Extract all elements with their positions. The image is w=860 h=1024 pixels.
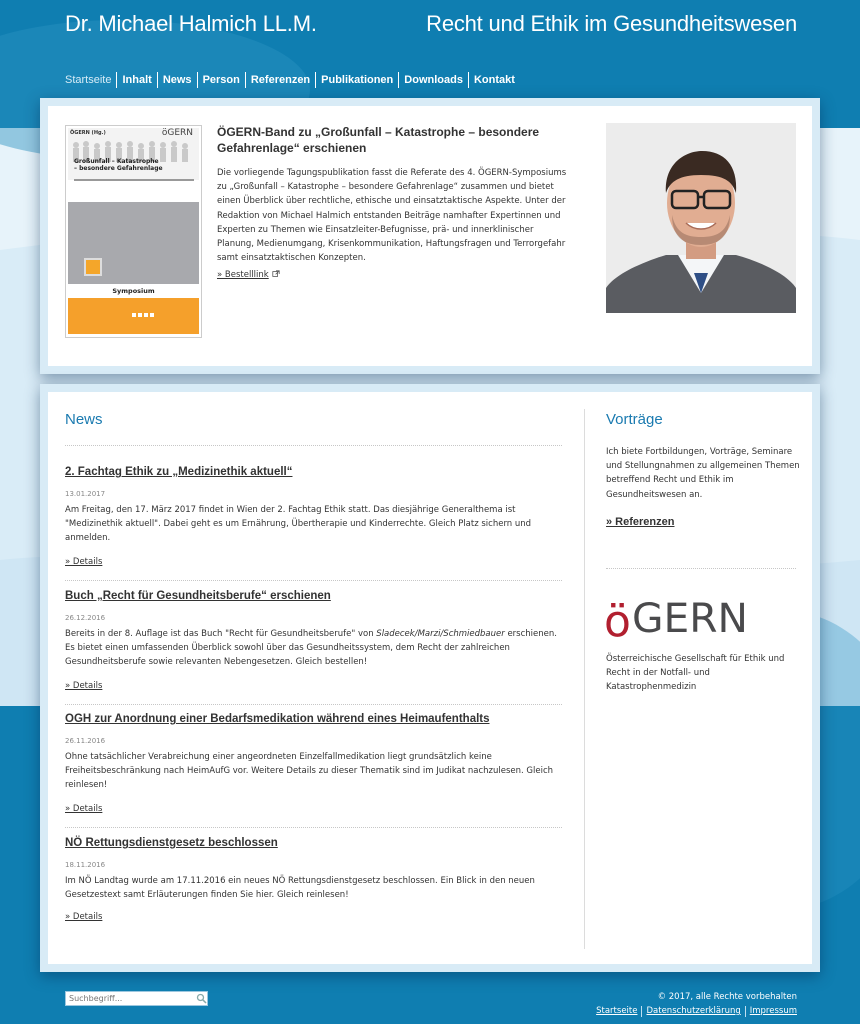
news-item-date: 26.12.2016 bbox=[65, 614, 106, 622]
order-link-label[interactable]: » Bestelllink bbox=[217, 270, 269, 280]
main-navigation bbox=[65, 72, 520, 88]
sidebar-org-text: Österreichische Gesellschaft für Ethik und Recht in der Notfall- und Katastrophenmedizin bbox=[606, 654, 785, 693]
portrait-photo bbox=[606, 123, 796, 313]
book-cover-series: Symposium bbox=[112, 287, 155, 295]
book-cover-image[interactable] bbox=[65, 125, 202, 338]
column-separator bbox=[584, 409, 585, 949]
footer-link-startseite[interactable]: Startseite bbox=[596, 1006, 638, 1016]
book-cover-title-line2: – besondere Gefahrenlage bbox=[74, 165, 163, 172]
nav-item-news[interactable]: News bbox=[157, 72, 197, 88]
news-item-date: 13.01.2017 bbox=[65, 490, 106, 498]
news-item-text-part: erschienen. Es bietet einen umfassenden Überblick sowohl über das Gesundheitssystem, dem Recht der zahlreichen Gesundheitsberufe sowie relevanten Nebengesetzen. Gleich bestellen! bbox=[65, 629, 557, 668]
external-link-icon bbox=[272, 270, 280, 278]
nav-item-publikationen[interactable]: Publikationen bbox=[315, 72, 398, 88]
nav-item-startseite[interactable]: Startseite bbox=[65, 74, 112, 86]
footer-navigation bbox=[592, 1006, 797, 1017]
news-item-details-link[interactable]: » Details bbox=[65, 681, 103, 691]
referenzen-link[interactable]: » Referenzen bbox=[606, 516, 675, 528]
news-divider bbox=[65, 827, 562, 828]
news-item-text: Ohne tatsächlicher Verabreichung einer angeordneten Einzelfallmedikation liegt grundsätzlich keine Freiheitsbeschränkung nach HeimAufG vor. Weitere Details zu dieser Thematik sind im Judikat nachzulesen. Gleich reinlesen! bbox=[65, 752, 554, 791]
news-item-authors: Sladecek/Marzi/Schmiedbauer bbox=[376, 629, 505, 639]
news-item bbox=[65, 589, 562, 691]
sidebar-text: Ich biete Fortbildungen, Vorträge, Seminare und Stellungnahmen zu allgemeinen Themen betreffend Recht und Ethik im Gesundheitswesen an. bbox=[606, 447, 800, 500]
news-item-title[interactable]: 2. Fachtag Ethik zu „Medizinethik aktuell“ bbox=[65, 466, 293, 478]
book-cover-dots bbox=[132, 313, 154, 317]
search-input[interactable] bbox=[65, 991, 208, 1006]
book-cover-small-logo bbox=[84, 258, 102, 276]
feature-panel bbox=[48, 106, 812, 366]
nav-item-kontakt[interactable]: Kontakt bbox=[468, 72, 520, 88]
nav-item-inhalt[interactable]: Inhalt bbox=[116, 72, 156, 88]
news-item-date: 18.11.2016 bbox=[65, 861, 106, 869]
header-bar bbox=[0, 0, 860, 60]
news-heading: News bbox=[65, 411, 103, 428]
site-tagline: Recht und Ethik im Gesundheitswesen bbox=[426, 11, 797, 36]
oegern-logo-icon[interactable] bbox=[604, 592, 750, 640]
news-panel bbox=[48, 392, 812, 964]
footer-link-datenschutz[interactable]: Datenschutzerklärung bbox=[641, 1006, 744, 1017]
oegern-logo-prefix: ö bbox=[604, 596, 631, 640]
news-item-date: 26.11.2016 bbox=[65, 737, 106, 745]
news-divider bbox=[65, 580, 562, 581]
news-item-details-link[interactable]: » Details bbox=[65, 557, 103, 567]
news-item-text: Am Freitag, den 17. März 2017 findet in Wien der 2. Fachtag Ethik statt. Das diesjährige Generalthema ist "Medizinethik aktuell". Dabei geht es um Ernährung, Übertherapie und Kinderrechte. Gleich Platz sichern und anmelden. bbox=[65, 505, 532, 544]
sidebar-divider bbox=[606, 568, 796, 569]
news-item-details-link[interactable]: » Details bbox=[65, 912, 103, 922]
news-item-text bbox=[65, 627, 562, 670]
nav-item-referenzen[interactable]: Referenzen bbox=[245, 72, 315, 88]
news-item bbox=[65, 465, 562, 567]
news-item-title[interactable]: OGH zur Anordnung einer Bedarfsmedikation während eines Heimaufenthalts bbox=[65, 713, 490, 725]
book-cover-title-line1: Großunfall – Katastrophe bbox=[74, 158, 159, 165]
site-title[interactable]: Dr. Michael Halmich LL.M. bbox=[65, 11, 317, 36]
book-cover-title bbox=[74, 158, 163, 172]
book-cover-logo: öGERN bbox=[161, 128, 193, 138]
feature-body: Die vorliegende Tagungspublikation fasst die Referate des 4. ÖGERN-Symposiums zu „Großunfall – Katastrophe – besondere Gefahrenlage“ zusammen und bietet einen Überblick über rechtliche, ethische und einsatztaktische Aspekte. Unter der Redaktion von Michael Halmich entstanden Beiträge namhafter Expertinnen und Experten zu Themen wie Einsatzleiter-Befugnisse, prä- und innerklinischer Planung, Medienumgang, Krisenkommunikation, Haftungsfragen und Terrorgefahr samt einsatztaktischen Konzepten. bbox=[217, 168, 567, 264]
footer-link-impressum[interactable]: Impressum bbox=[745, 1006, 797, 1017]
news-item-title[interactable]: Buch „Recht für Gesundheitsberufe“ erschienen bbox=[65, 590, 331, 602]
nav-item-person[interactable]: Person bbox=[197, 72, 245, 88]
news-item bbox=[65, 836, 562, 922]
news-item-text: Im NÖ Landtag wurde am 17.11.2016 ein neues NÖ Rettungsdienstgesetz beschlossen. Ein Blick in den neuen Gesetzestext samt Erläuterungen finden Sie hier. Gleich reinlesen! bbox=[65, 876, 535, 901]
order-link[interactable] bbox=[217, 270, 280, 280]
oegern-logo-main: GERN bbox=[632, 596, 748, 640]
nav-item-downloads[interactable]: Downloads bbox=[398, 72, 468, 88]
search-icon[interactable] bbox=[196, 993, 207, 1004]
news-divider bbox=[65, 445, 562, 446]
news-item bbox=[65, 712, 562, 814]
news-item-text-part: Bereits in der 8. Auflage ist das Buch "Recht für Gesundheitsberufe" von bbox=[65, 629, 377, 639]
sidebar-heading: Vorträge bbox=[606, 411, 663, 428]
news-item-details-link[interactable]: » Details bbox=[65, 804, 103, 814]
news-item-title[interactable]: NÖ Rettungsdienstgesetz beschlossen bbox=[65, 837, 278, 849]
copyright-text: © 2017, alle Rechte vorbehalten bbox=[657, 992, 797, 1002]
news-divider bbox=[65, 704, 562, 705]
book-cover-divider bbox=[74, 179, 194, 181]
feature-headline: ÖGERN-Band zu „Großunfall – Katastrophe – besondere Gefahrenlage“ erschienen bbox=[217, 125, 540, 155]
book-cover-editor: ÖGERN (Hg.) bbox=[70, 130, 106, 136]
